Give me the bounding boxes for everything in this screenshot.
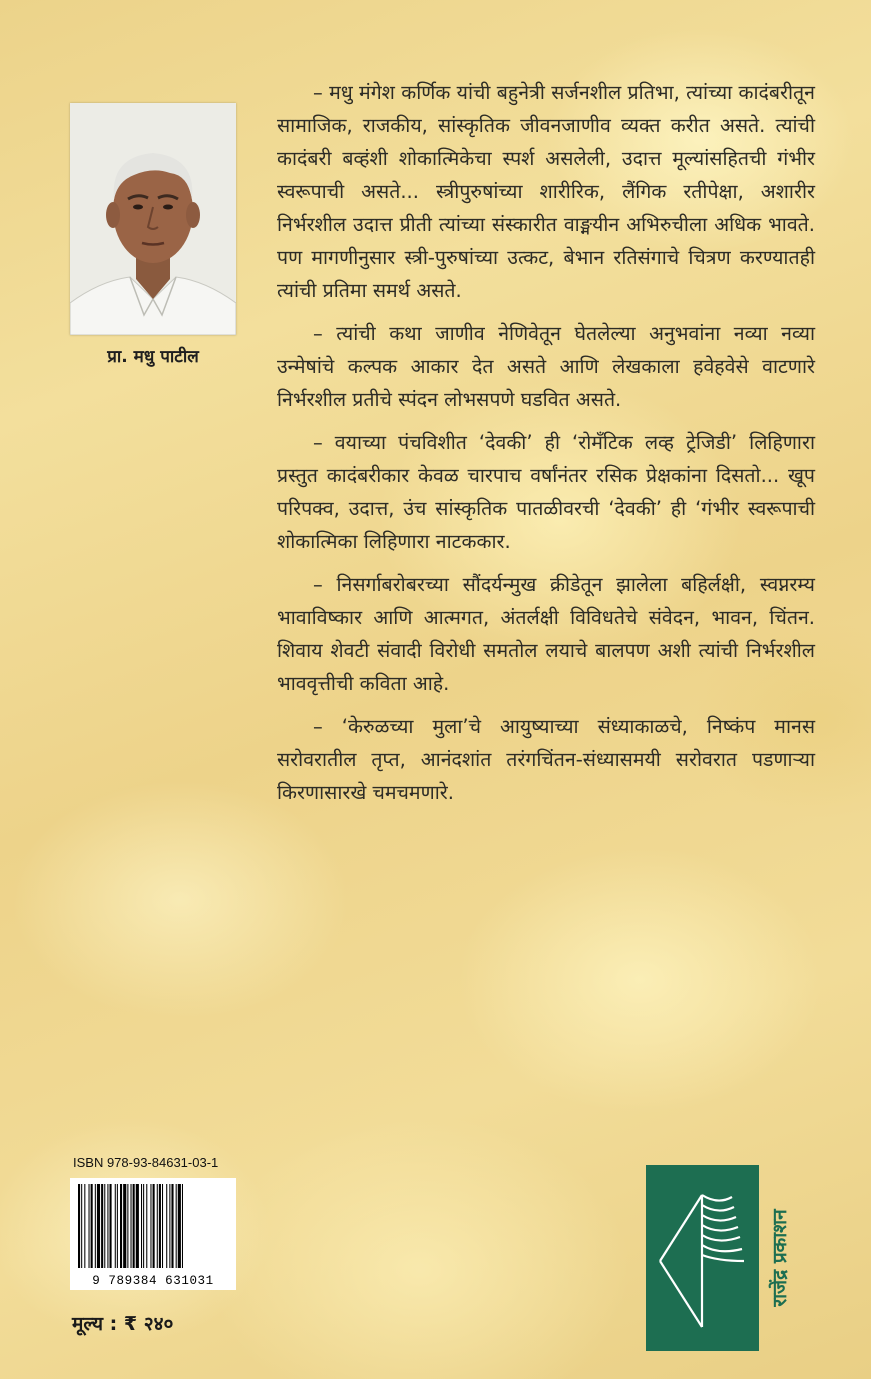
barcode-bar [162,1184,163,1268]
barcode-bar [107,1184,108,1268]
barcode-bar [178,1184,181,1268]
publisher-name: राजेंद्र प्रकाशन [769,1209,791,1307]
barcode-bar [182,1184,183,1268]
barcode-bar [136,1184,139,1268]
barcode-bar [153,1184,155,1268]
barcode-bar [143,1184,144,1268]
barcode-bar [120,1184,122,1268]
book-logo-icon [646,1165,759,1351]
barcode-bar [95,1184,96,1268]
barcode-bar [150,1184,151,1268]
barcode-bar [78,1184,80,1268]
barcode-bar [127,1184,128,1268]
barcode-bar [176,1184,177,1268]
barcode-bars [70,1178,236,1274]
barcode-bar [97,1184,100,1268]
barcode-bar [146,1184,147,1268]
barcode [70,1178,236,1290]
isbn-label: ISBN 978-93-84631-03-1 [73,1155,219,1170]
barcode-bar [89,1184,90,1268]
barcode-digits: 9 789384 631031 [92,1274,214,1288]
barcode-bar [81,1184,82,1268]
blurb-paragraph-5: – ‘केरुळच्या मुला’चे आयुष्याच्या संध्याकाळचे, निष्कंप मानस सरोवरातील तृप्त, आनंदशांत तरंगचिंतन-संध्यासमयी सरोवरात पडणाऱ्या किरणासारखे चमचमणारे. [277,715,815,804]
author-photo [70,103,236,335]
barcode-bar [115,1184,116,1268]
barcode-bar [110,1184,112,1268]
blurb-paragraph-2: – त्यांची कथा जाणीव नेणिवेतून घेतलेल्या अनुभवांना नव्या नव्या उन्मेषांचे कल्पक आकार देत असते आणि लेखकाला हवेहवेसे वाटणारे निर्भरशील प्रतीचे स्पंदन लोभसपणे घडवित असते. [277,322,815,411]
barcode-bar [141,1184,142,1268]
barcode-bar [84,1184,85,1268]
barcode-bar [171,1184,173,1268]
barcode-bar [91,1184,93,1268]
barcode-bar [123,1184,126,1268]
publisher-logo [646,1165,793,1351]
barcode-bar [101,1184,103,1268]
blurb-paragraph-3: – वयाच्या पंचविशीत ‘देवकी’ ही ‘रोमँटिक लव्ह ट्रेजिडी’ लिहिणारा प्रस्तुत कादंबरीकार केवळ चारपाच वर्षांनंतर रसिक प्रेक्षकांना दिसतो... खूप परिपक्व, उदात्त, उंच सांस्कृतिक पातळीवरची ‘देवकी’ ही ‘गंभीर स्वरूपाची शोकात्मिका लिहिणारा नाटककार. [277,431,815,553]
barcode-bar [157,1184,158,1268]
barcode-bar [169,1184,170,1268]
blurb-text [277,76,815,819]
barcode-bar [159,1184,161,1268]
barcode-bar [104,1184,105,1268]
price: मूल्य : ₹ २४० [72,1313,174,1335]
barcode-bar [133,1184,135,1268]
barcode-bar [131,1184,132,1268]
blurb-paragraph-1: – मधु मंगेश कर्णिक यांची बहुनेत्री सर्जनशील प्रतिभा, त्यांच्या कादंबरीतून सामाजिक, राजकीय, सांस्कृतिक जीवनजाणीव व्यक्त करीत असते. त्यांची कादंबरी बव्हंशी शोकात्मिकेचा स्पर्श असलेली, उदात्त मूल्यांसहितची गंभीर स्वरूपाची असते... स्त्रीपुरुषांच्या शारीरिक, लैंगिक रतीपेक्षा, अशारीर निर्भरशील उदात्त प्रीती त्यांच्या संस्कारीत वाङ्मयीन अभिरुचीला अधिक भावते. पण मागणीनुसार स्त्री-पुरुषांच्या उत्कट, बेभान रतिसंगाचे चित्रण करण्यातही त्यांची प्रतिमा समर्थ असते. [277,81,815,302]
blurb-paragraph-4: – निसर्गाबरोबरच्या सौंदर्यन्मुख क्रीडेतून झालेला बहिर्लक्षी, स्वप्नरम्य भावाविष्कार आणि आत्मगत, अंतर्लक्षी विविधतेचे संवेदन, भावन, चिंतन. शिवाय शेवटी संवादी विरोधी समतोल लयाचे बालपण अशी त्यांची निर्भरशील भाववृत्तीची कविता आहे. [277,573,815,695]
author-caption: प्रा. मधु पाटील [107,347,199,367]
barcode-bar [166,1184,167,1268]
barcode-bar [117,1184,118,1268]
